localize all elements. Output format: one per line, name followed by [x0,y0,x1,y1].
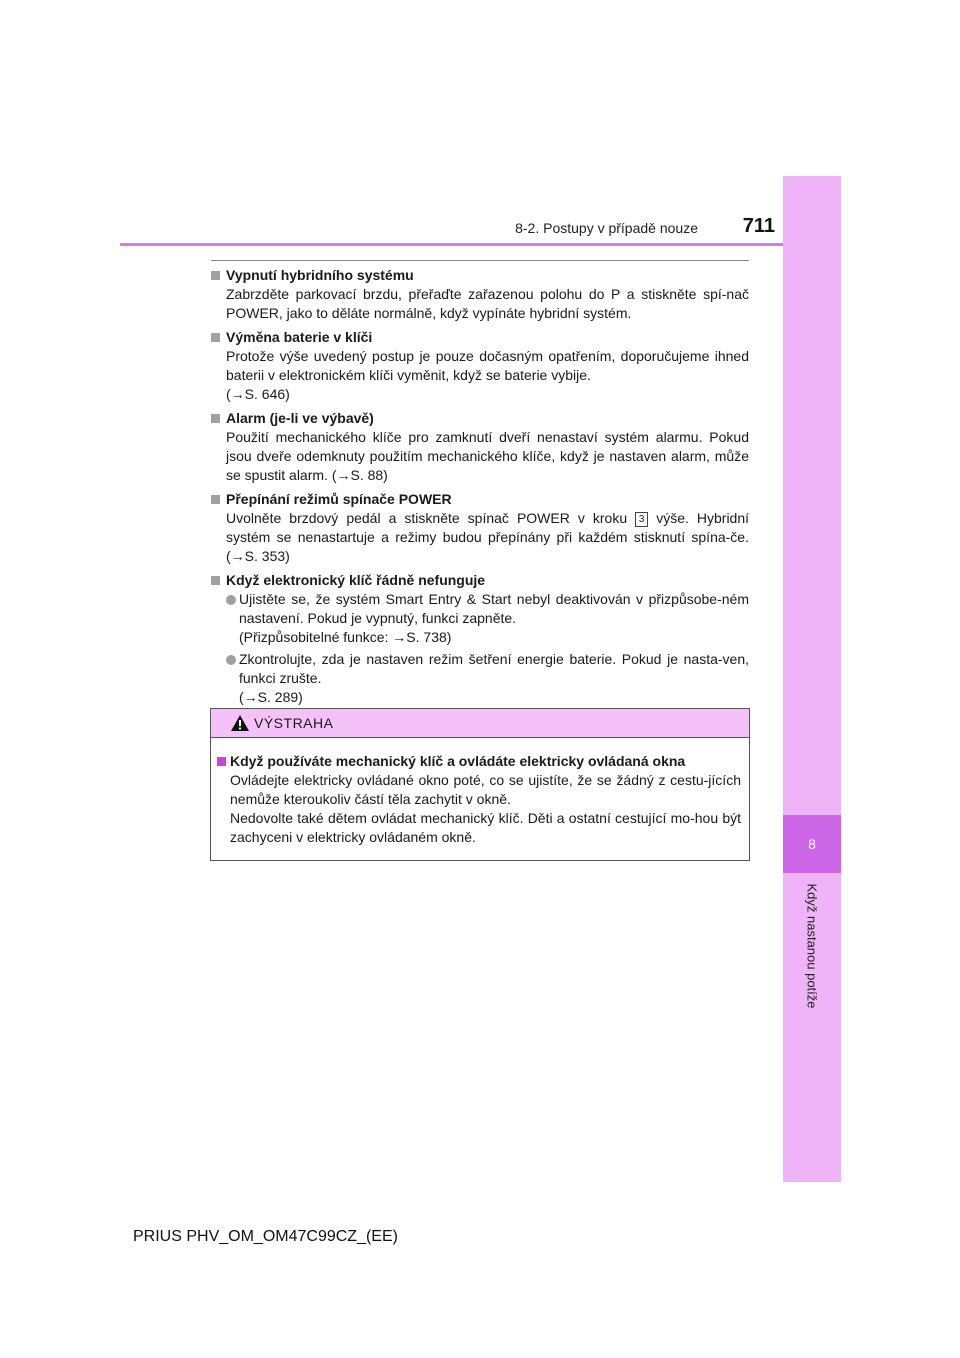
content-area [211,266,749,712]
list-item: Ujistěte se, že systém Smart Entry & Start nebyl deaktivován v přizpůsobe-ném nastavení. Pokud je vypnutý, funkci zapněte. (Přizpůsobitelné funkce: →S. 738) [211,590,749,647]
section-title: Alarm (je-li ve výbavě) [226,410,374,426]
section-power-modes [211,490,749,566]
header-divider [120,243,783,246]
chapter-label: Když nastanou potíže [804,883,820,1009]
section-body: Protože výše uvedený postup je pouze dočasným opatřením, doporučujeme ihned baterii v elektronickém klíči vyměnit, když se baterie vybije. [226,348,749,383]
section-alarm [211,409,749,485]
page-number: 711 [742,215,775,237]
section-body: Použití mechanického klíče pro zamknutí dveří nenastaví systém alarmu. Pokud jsou dveře odemknuty použitím mechanického klíče, když je nastaven alarm, může se spustit alarm. (→S. 88) [226,429,749,483]
document-code: PRIUS PHV_OM_OM47C99CZ_(EE) [133,1228,398,1245]
round-bullet-icon [226,595,236,605]
warning-title: Když používáte mechanický klíč a ovládáte elektricky ovládaná okna [230,753,686,769]
section-body: Zabrzděte parkovací brzdu, přeřaďte zařazenou polohu do P a stiskněte spí-nač POWER, jako to děláte normálně, když vypínáte hybridní systém. [226,286,749,321]
square-bullet-icon [211,576,220,585]
section-body: Uvolněte brzdový pedál a stiskněte spínač POWER v kroku 3 výše. Hybridní systém se nenastartuje a režimy budou přepínány při každém stisknutí spína-če. (→S. 353) [226,510,750,564]
section-key-battery [211,328,749,404]
warning-label: VÝSTRAHA [254,715,334,731]
page-reference: (→S. 646) [226,386,290,402]
square-bullet-icon [211,271,220,280]
section-title: Výměna baterie v klíči [226,329,373,345]
page-reference: (→S. 289) [239,689,303,705]
chapter-number-tab: 8 [783,815,841,873]
list-item: Zkontrolujte, zda je nastaven režim šetření energie baterie. Pokud je nasta-ven, funkci zrušte. (→S. 289) [211,650,749,707]
section-title: Když elektronický klíč řádně nefunguje [226,572,486,588]
warning-box [210,708,750,861]
header-section-title: 8-2. Postupy v případě nouze [515,220,698,236]
section-hybrid-off [211,266,749,323]
warning-text: Ovládejte elektricky ovládané okno poté, co se ujistíte, že se žádný z cestu-jících nemůže kteroukoliv částí těla zachytit v okně. [230,772,741,807]
section-key-malfunction [211,571,749,707]
warning-header [211,709,749,738]
square-bullet-icon [211,495,220,504]
square-bullet-icon [211,333,220,342]
warning-text: Nedovolte také dětem ovládat mechanický klíč. Děti a ostatní cestující mo-hou být zachyceni v elektricky ovládaném okně. [230,810,741,845]
warning-triangle-icon [230,714,250,732]
square-bullet-icon [211,414,220,423]
step-number-box: 3 [635,512,648,527]
section-title: Vypnutí hybridního systému [226,267,414,283]
square-bullet-icon [217,757,226,766]
section-title: Přepínání režimů spínače POWER [226,491,452,507]
chapter-side-tab [783,176,841,1182]
page-reference: (Přizpůsobitelné funkce: →S. 738) [239,629,452,645]
content-divider [211,260,749,261]
round-bullet-icon [226,655,236,665]
